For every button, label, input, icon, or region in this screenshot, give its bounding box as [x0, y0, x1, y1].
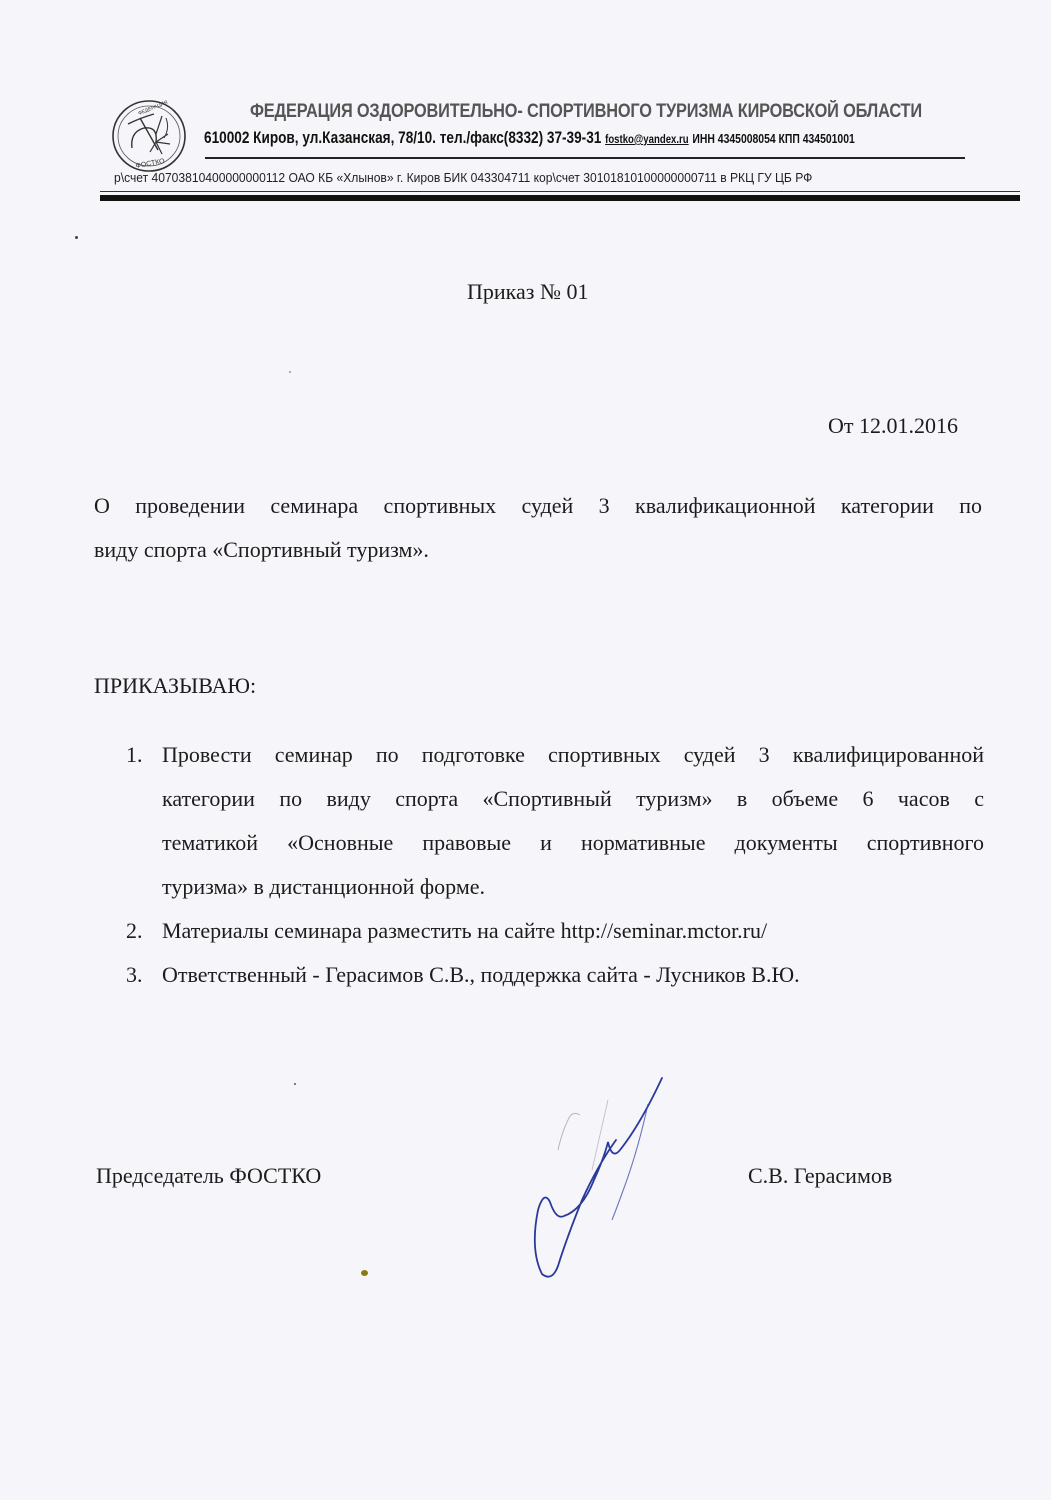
order-item-text [162, 909, 984, 953]
order-title: Приказ № 01 [467, 279, 589, 304]
svg-text:ФОСТКО: ФОСТКО [135, 157, 166, 170]
order-subject-line: виду спорта «Спортивный туризм». [94, 537, 429, 562]
order-item-number: 1. [126, 742, 143, 767]
order-item-line: туризма» в дистанционной форме. [162, 874, 486, 899]
order-item-text [162, 733, 984, 909]
organization-email-link[interactable]: fostko@yandex.ru [605, 132, 689, 146]
federation-logo [110, 98, 188, 174]
organization-contacts [204, 127, 855, 150]
order-subject [94, 484, 982, 572]
order-item-text [162, 953, 984, 997]
scan-speck [75, 236, 78, 239]
letterhead-divider-thin [205, 157, 965, 159]
logo-emblem-icon [110, 98, 188, 174]
order-command: ПРИКАЗЫВАЮ: [94, 673, 257, 698]
order-item [126, 953, 984, 997]
signer-name: С.В. Герасимов [748, 1163, 893, 1188]
organization-address: 610002 Киров, ул.Казанская, 78/10. тел./факс(8332) 37-39-31 [204, 128, 602, 147]
letterhead-divider-double-bottom [100, 195, 1020, 201]
order-item-line: категории по виду спорта «Спортивный туризм» в объеме 6 часов с [162, 786, 984, 811]
order-item-number: 2. [126, 918, 143, 943]
order-item [126, 909, 984, 953]
organization-name: ФЕДЕРАЦИЯ ОЗДОРОВИТЕЛЬНО- СПОРТИВНОГО ТУРИЗМА КИРОВСКОЙ ОБЛАСТИ [250, 101, 922, 122]
scan-speck [289, 371, 291, 373]
order-item [126, 733, 984, 909]
handwritten-signature [520, 1070, 690, 1290]
scan-speck [361, 1270, 368, 1276]
order-item-line: Провести семинар по подготовке спортивных судей 3 квалифицированной [162, 742, 984, 767]
svg-text:ФЕДЕРАЦИЯ: ФЕДЕРАЦИЯ [137, 99, 169, 117]
signer-position: Председатель ФОСТКО [96, 1163, 322, 1188]
bank-details: р\счет 40703810400000000112 ОАО КБ «Хлынов» г. Киров БИК 043304711 кор\счет 30101810100000000711 в РКЦ ГУ ЦБ РФ [114, 170, 813, 185]
organization-inn-kpp: ИНН 4345008054 КПП 434501001 [692, 131, 855, 146]
order-date: От 12.01.2016 [828, 413, 959, 438]
signature-icon [520, 1070, 690, 1290]
letterhead-divider-double-top [100, 191, 1020, 192]
order-items-list [126, 733, 984, 997]
order-item-line: Ответственный - Герасимов С.В., поддержка сайта - Лусников В.Ю. [162, 962, 800, 987]
order-subject-line: О проведении семинара спортивных судей 3 квалификационной категории по [94, 493, 982, 518]
order-item-line: Материалы семинара разместить на сайте http://seminar.mctor.ru/ [162, 918, 768, 943]
scan-speck [294, 1083, 296, 1085]
order-item-number: 3. [126, 962, 143, 987]
order-item-line: тематикой «Основные правовые и нормативные документы спортивного [162, 830, 984, 855]
